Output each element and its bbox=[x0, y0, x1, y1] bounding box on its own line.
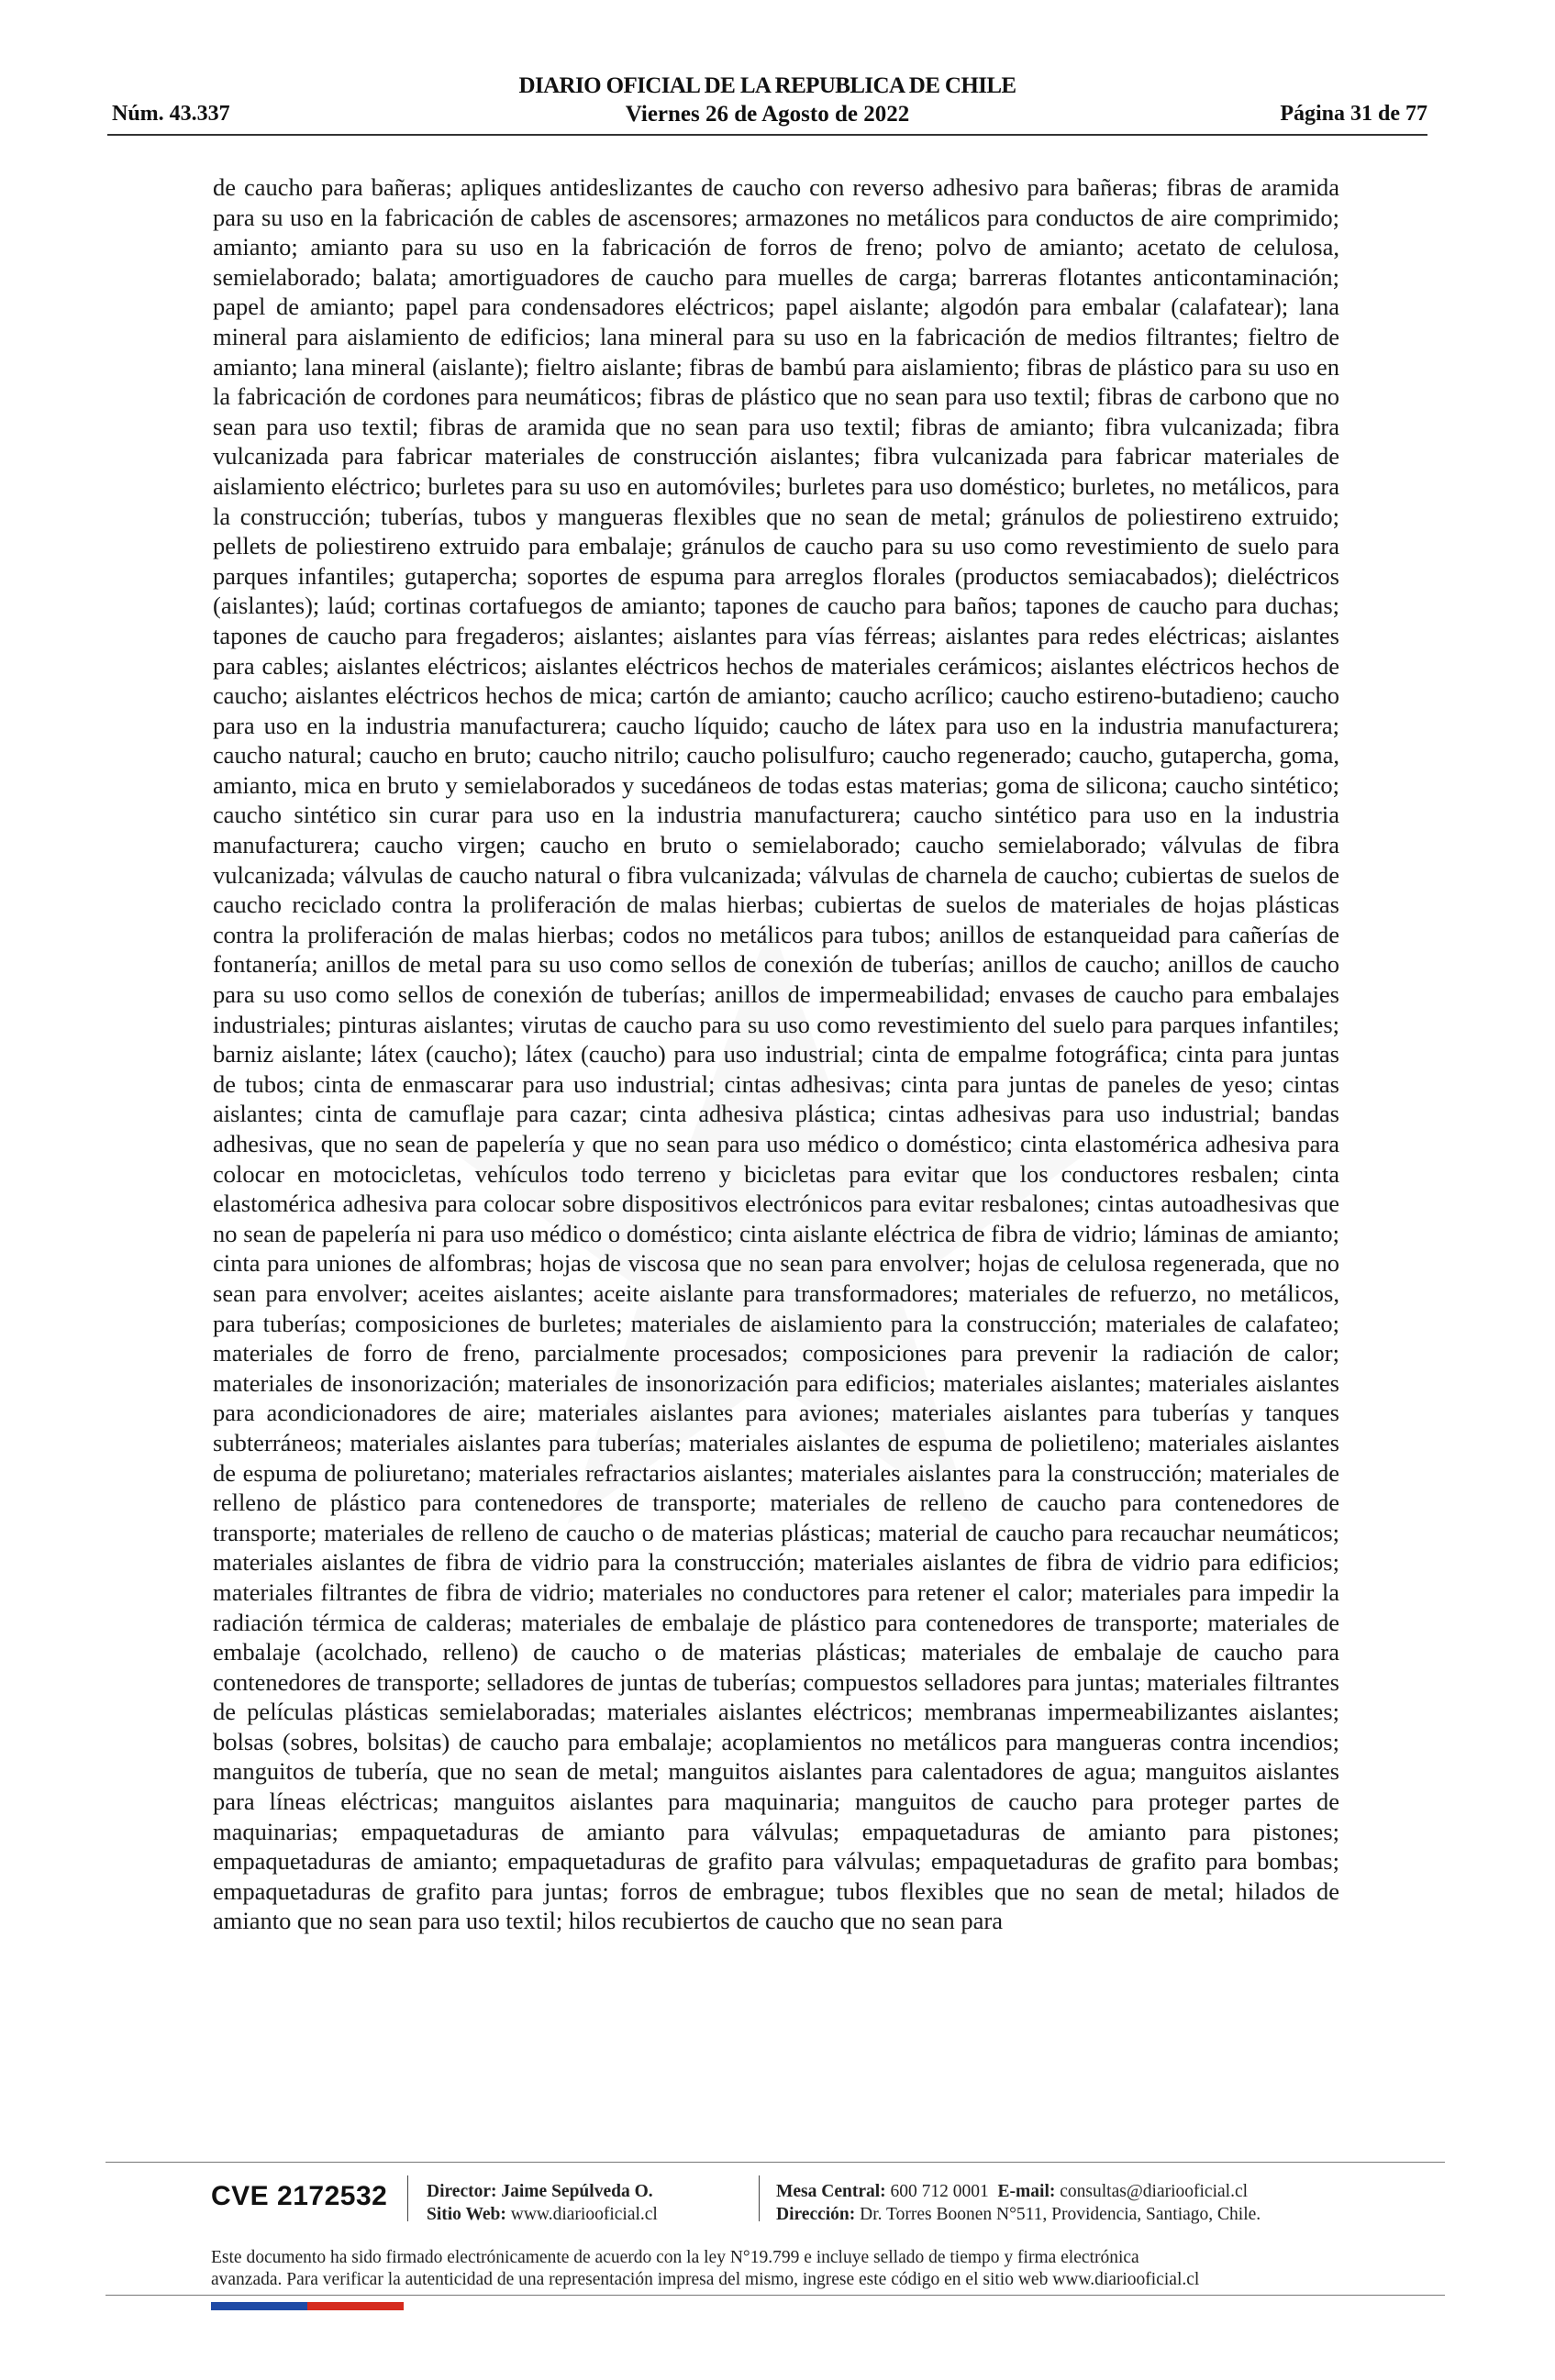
address-label: Dirección: bbox=[776, 2205, 856, 2224]
website-link[interactable]: www.diariooficial.cl bbox=[510, 2205, 658, 2224]
header-row bbox=[107, 102, 1427, 131]
notice-line-2: avanzada. Para verificar la autenticidad de una representación impresa del mismo, ingrese este código en el sitio web www.diariooficial.cl bbox=[211, 2270, 1200, 2289]
website-line bbox=[427, 2203, 658, 2226]
page-header bbox=[107, 73, 1427, 136]
email-link[interactable]: consultas@diariooficial.cl bbox=[1060, 2182, 1249, 2201]
flag-stripe bbox=[211, 2302, 404, 2310]
address-line bbox=[776, 2203, 1261, 2226]
director-value: Jaime Sepúlveda O. bbox=[501, 2182, 653, 2201]
page-number: Página 31 de 77 bbox=[1280, 102, 1427, 126]
cve-code: CVE 2172532 bbox=[211, 2181, 388, 2211]
contact-line bbox=[776, 2180, 1261, 2203]
footer-contact-block bbox=[776, 2180, 1261, 2226]
director-line bbox=[427, 2180, 658, 2203]
footer-director-block bbox=[427, 2180, 658, 2226]
signature-notice bbox=[211, 2247, 1404, 2291]
address-value: Dr. Torres Boonen N°511, Providencia, Santiago, Chile. bbox=[860, 2205, 1261, 2224]
footer-divider-top bbox=[106, 2162, 1445, 2163]
flag-stripe-red bbox=[307, 2302, 404, 2310]
footer-separator bbox=[407, 2175, 408, 2221]
website-label: Sitio Web: bbox=[427, 2205, 506, 2224]
phone-label: Mesa Central: bbox=[776, 2182, 886, 2201]
notice-line-1: Este documento ha sido firmado electrónicamente de acuerdo con la ley N°19.799 e incluye sellado de tiempo y firma electrónica bbox=[211, 2248, 1139, 2267]
issue-number: Núm. 43.337 bbox=[112, 102, 230, 126]
document-body-text: de caucho para bañeras; apliques antideslizantes de caucho con reverso adhesivo para bañeras; fibras de aramida para su uso en la fabricación de cables de ascensores; armazones no metálicos para conductos de aire comprimido; amianto; amianto para su uso en la fabricación de forros de freno; polvo de amianto; acetato de celulosa, semielaborado; balata; amortiguadores de caucho para muelles de carga; barreras flotantes anticontaminación; papel de amianto; papel para condensadores eléctricos; papel aislante; algodón para embalar (calafatear); lana mineral para aislamiento de edificios; lana mineral para su uso en la fabricación de medios filtrantes; fieltro de amianto; lana mineral (aislante); fieltro aislante; fibras de bambú para aislamiento; fibras de plástico para su uso en la fabricación de cordones para neumáticos; fibras de plástico que no sean para uso textil; fibras de carbono que no sean para uso textil; fibras de aramida que no sean para uso textil; fibras de amianto; fibra vulcanizada; fibra vulcanizada para fabricar materiales de construcción aislantes; fibra vulcanizada para fabricar materiales de aislamiento eléctrico; burletes para su uso en automóviles; burletes para uso doméstico; burletes, no metálicos, para la construcción; tuberías, tubos y mangueras flexibles que no sean de metal; gránulos de poliestireno extruido; pellets de poliestireno extruido para embalaje; gránulos de caucho para su uso como revestimiento de suelo para parques infantiles; gutapercha; soportes de espuma para arreglos florales (productos semiacabados); dieléctricos (aislantes); laúd; cortinas cortafuegos de amianto; tapones de caucho para baños; tapones de caucho para duchas; tapones de caucho para fregaderos; aislantes; aislantes para vías férreas; aislantes para redes eléctricas; aislantes para cables; aislantes eléctricos; aislantes eléctricos hechos de materiales cerámicos; aislantes eléctricos hechos de caucho; aislantes eléctricos hechos de mica; cartón de amianto; caucho acrílico; caucho estireno-butadieno; caucho para uso en la industria manufacturera; caucho líquido; caucho de látex para uso en la industria manufacturera; caucho natural; caucho en bruto; caucho nitrilo; caucho polisulfuro; caucho regenerado; caucho, gutapercha, goma, amianto, mica en bruto y semielaborados y sucedáneos de todas estas materias; goma de silicona; caucho sintético; caucho sintético sin curar para uso en la industria manufacturera; caucho sintético para uso en la industria manufacturera; caucho virgen; caucho en bruto o semielaborado; caucho semielaborado; válvulas de fibra vulcanizada; válvulas de caucho natural o fibra vulcanizada; válvulas de charnela de caucho; cubiertas de suelos de caucho reciclado contra la proliferación de malas hierbas; cubiertas de suelos de materiales de hojas plásticas contra la proliferación de malas hierbas; codos no metálicos para tubos; anillos de estanqueidad para cañerías de fontanería; anillos de metal para su uso como sellos de conexión de tuberías; anillos de caucho; anillos de caucho para su uso como sellos de conexión de tuberías; anillos de impermeabilidad; envases de caucho para embalajes industriales; pinturas aislantes; virutas de caucho para su uso como revestimiento del suelo para parques infantiles; barniz aislante; látex (caucho); látex (caucho) para uso industrial; cinta de empalme fotográfica; cinta para juntas de tubos; cinta de enmascarar para uso industrial; cintas adhesivas; cinta para juntas de paneles de yeso; cintas aislantes; cinta de camuflaje para cazar; cinta adhesiva plástica; cintas adhesivas para uso industrial; bandas adhesivas, que no sean de papelería y que no sean para uso médico o doméstico; cinta elastomérica adhesiva para colocar en motocicletas, vehículos todo terreno y bicicletas para evitar que los conductores resbalen; cinta elastomérica adhesiva para colocar sobre dispositivos electrónicos para evitar resbalones; cintas autoadhesivas que no sean de papelería ni para uso médico o doméstico; cinta aislante eléctrica de fibra de vidrio; láminas de amianto; cinta para uniones de alfombras; hojas de viscosa que no sean para envolver; hojas de celulosa regenerada, que no sean para envolver; aceites aislantes; aceite aislante para transformadores; materiales de refuerzo, no metálicos, para tuberías; composiciones de burletes; materiales de aislamiento para la construcción; materiales de calafateo; materiales de forro de freno, parcialmente procesados; composiciones para prevenir la radiación de calor; materiales de insonorización; materiales de insonorización para edificios; materiales aislantes; materiales aislantes para acondicionadores de aire; materiales aislantes para aviones; materiales aislantes para tuberías y tanques subterráneos; materiales aislantes para tuberías; materiales aislantes de espuma de polietileno; materiales aislantes de espuma de poliuretano; materiales refractarios aislantes; materiales aislantes para la construcción; materiales de relleno de plástico para contenedores de transporte; materiales de relleno de caucho para contenedores de transporte; materiales de relleno de caucho o de materias plásticas; material de caucho para recauchar neumáticos; materiales aislantes de fibra de vidrio para la construcción; materiales aislantes de fibra de vidrio para edificios; materiales filtrantes de fibra de vidrio; materiales no conductores para retener el calor; materiales para impedir la radiación térmica de calderas; materiales de embalaje de plástico para contenedores de transporte; materiales de embalaje (acolchado, relleno) de caucho o de materias plásticas; materiales de embalaje de caucho para contenedores de transporte; selladores de juntas de tuberías; compuestos selladores para juntas; materiales filtrantes de películas plásticas semielaboradas; materiales aislantes eléctricos; membranas impermeabilizantes aislantes; bolsas (sobres, bolsitas) de caucho para embalaje; acoplamientos no metálicos para mangueras contra incendios; manguitos de tubería, que no sean de metal; manguitos aislantes para calentadores de agua; manguitos aislantes para líneas eléctricas; manguitos aislantes para maquinaria; manguitos de caucho para proteger partes de maquinarias; empaquetaduras de amianto para válvulas; empaquetaduras de amianto para pistones; empaquetaduras de amianto; empaquetaduras de grafito para válvulas; empaquetaduras de grafito para bombas; empaquetaduras de grafito para juntas; forros de embrague; tubos flexibles que no sean de metal; hilados de amianto que no sean para uso textil; hilos recubiertos de caucho que no sean para bbox=[213, 173, 1339, 1935]
footer-divider-bottom bbox=[106, 2295, 1445, 2296]
email-label: E-mail: bbox=[997, 2182, 1056, 2201]
director-label: Director: bbox=[427, 2182, 497, 2201]
header-divider bbox=[107, 134, 1427, 136]
phone-value: 600 712 0001 bbox=[890, 2182, 989, 2201]
publication-title: DIARIO OFICIAL DE LA REPUBLICA DE CHILE bbox=[518, 73, 1016, 98]
flag-stripe-blue bbox=[211, 2302, 307, 2310]
footer-separator bbox=[759, 2175, 760, 2221]
issue-date: Viernes 26 de Agosto de 2022 bbox=[625, 102, 910, 127]
